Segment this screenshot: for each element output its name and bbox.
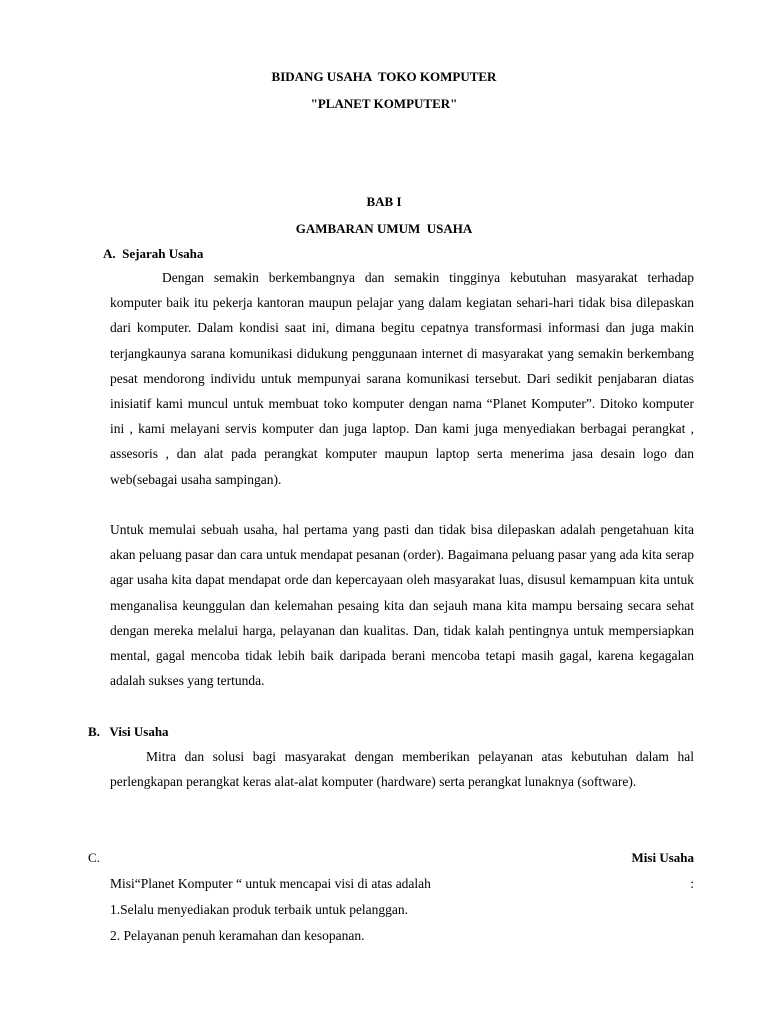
- section-c-intro: Misi“Planet Komputer “ untuk mencapai visi di atas adalah: [110, 876, 431, 891]
- document-title-line2: "PLANET KOMPUTER": [310, 96, 458, 111]
- section-c-heading: Misi Usaha: [631, 850, 694, 865]
- mission-item-2: 2. Pelayanan penuh keramahan dan kesopanan.: [110, 928, 365, 943]
- section-a-paragraph-2: Untuk memulai sebuah usaha, hal pertama yang pasti dan tidak bisa dilepaskan adalah pengetahuan kita akan peluang pasar dan cara untuk mendapat pesanan (order). Bagaimana peluang pasar yang ada kita serap agar usaha kita dapat mendapat orde dan kepercayaan oleh masyarakat luas, disusul kemampuan kita untuk menganalisa keunggulan dan kelemahan pesaing kita dan sejauh mana kita mampu bersaing secara sehat dengan mereka melalui harga, pelayanan dan kualitas. Dan, tidak kalah pentingnya untuk mempersiapkan mental, gagal mencoba tidak lebih baik daripada berani mencoba tetapi masih gagal, karena kegagalan adalah sukses yang tertunda.: [110, 522, 694, 689]
- mission-item-1: 1.Selalu menyediakan produk terbaik untuk pelanggan.: [110, 902, 409, 917]
- section-a-heading: A. Sejarah Usaha: [103, 246, 204, 261]
- section-c-intro-colon: :: [690, 876, 694, 891]
- section-b-paragraph: Mitra dan solusi bagi masyarakat dengan memberikan pelayanan atas kebutuhan dalam hal perlengkapan perangkat keras alat-alat komputer (hardware) serta perangkat lunaknya (software).: [110, 749, 694, 790]
- chapter-title: GAMBARAN UMUM USAHA: [295, 221, 473, 236]
- section-a-paragraph-1: Dengan semakin berkembangnya dan semakin tingginya kebutuhan masyarakat terhadap komputer baik itu pekerja kantoran maupun pelajar yang dalam kegiatan sehari-hari tidak bisa dilepaskan dari komputer. Dalam kondisi saat ini, dimana begitu cepatnya transformasi informasi dan juga makin terjangkaunya sarana komunikasi didukung penggunaan internet di masyarakat yang semakin berkembang pesat mendorong individu untuk mempunyai sarana komunikasi tersebut. Dari sedikit penjabaran diatas inisiatif kami muncul untuk membuat toko komputer dengan nama “Planet Komputer”. Ditoko komputer ini , kami melayani servis komputer dan juga laptop. Dan kami juga menyediakan berbagai perangkat , assesoris , dan alat pada perangkat komputer maupun laptop serta menerima jasa desain logo dan web(sebagai usaha sampingan).: [110, 270, 694, 487]
- chapter-number: BAB I: [366, 194, 402, 209]
- section-c-label: C.: [88, 850, 100, 865]
- section-b-heading: B. Visi Usaha: [88, 724, 169, 739]
- document-title-line1: BIDANG USAHA TOKO KOMPUTER: [271, 69, 497, 84]
